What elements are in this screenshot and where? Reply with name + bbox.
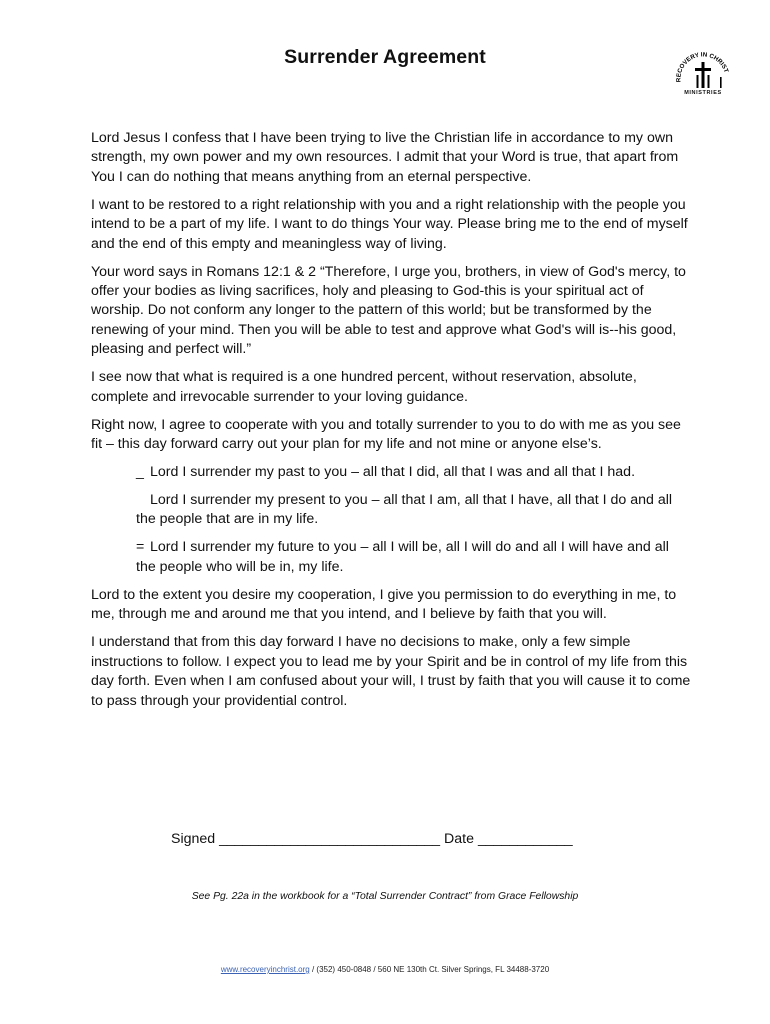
date-blank[interactable]: ____________ [477, 831, 573, 847]
cross-icon [695, 62, 722, 88]
signature-line [171, 831, 573, 847]
paragraph: I see now that what is required is a one hundred percent, without reservation, absolute, complete and irrevocable surrender to your loving guidance. [91, 369, 637, 405]
agreement-body [91, 129, 691, 720]
paragraph: I understand that from this day forward I have no decisions to make, only a few simple instructions to follow. I expect you to lead me by your Spirit and be in control of my life from this day forth. Even when I am confused about your will, I trust by faith that you will cause it to come to pass through your providential control. [91, 634, 691, 709]
website-link[interactable]: www.recoveryinchrist.org [220, 965, 310, 974]
surrender-item-future [91, 538, 691, 577]
document-title: Surrender Agreement [284, 46, 486, 68]
workbook-note: See Pg. 22a in the workbook for a “Total Surrender Contract” from Grace Fellowship [191, 891, 579, 902]
surrender-item-present [91, 491, 691, 530]
footer [0, 965, 770, 974]
paragraph: Lord to the extent you desire my cooperation, I give you permission to do everything in me, to me, through me and around me that you intend, and I believe by faith that you will. [91, 586, 677, 623]
paragraph: Right now, I agree to cooperate with you and totally surrender to you to do with me as you see fit – this day forward carry out your plan for my life and not mine or anyone else’s. [91, 416, 681, 453]
bullet-mark: _ [136, 464, 144, 481]
bullet-text: Lord I surrender my present to you – all that I am, all that I have, all that I do and all the people that are in my life. [136, 492, 673, 528]
logo-caption: MINISTRIES [684, 90, 722, 96]
bullet-text: Lord I surrender my future to you – all I will be, all I will do and all I will have and all the people who will be in, my life. [136, 539, 669, 575]
footer-contact: / (352) 450-0848 / 560 NE 130th Ct. Silver Springs, FL 34488-3720 [309, 965, 550, 974]
signed-blank[interactable]: ____________________________ [219, 831, 441, 847]
paragraph: Lord Jesus I confess that I have been trying to live the Christian life in accordance to my own strength, my own power and my own resources. I admit that your Word is true, that apart from You I can do nothing that means anything from an eternal perspective. [91, 130, 679, 185]
signed-label: Signed [171, 831, 216, 847]
bullet-text: Lord I surrender my past to you – all that I did, all that I was and all that I had. [150, 464, 636, 481]
paragraph: I want to be restored to a right relationship with you and a right relationship with the people you intend to be a part of my life. I want to do things Your way. Please bring me to the end of myself and the end of this empty and meaningless way of living. [91, 196, 688, 252]
date-label: Date [444, 831, 474, 847]
paragraph: Your word says in Romans 12:1 & 2 “Therefore, I urge you, brothers, in view of God's mercy, to offer your bodies as living sacrifices, holy and pleasing to God-this is your spiritual act of worship. Do not conform any longer to the pattern of this world; but be transformed by the renewing of your mind. Then you will be able to test and approve what God's will is--his good, pleasing and perfect will.” [91, 263, 686, 358]
logo-arc-text: RECOVERY IN CHRIST [675, 51, 730, 83]
bullet-mark: = [136, 539, 145, 556]
surrender-item-past [91, 463, 691, 482]
